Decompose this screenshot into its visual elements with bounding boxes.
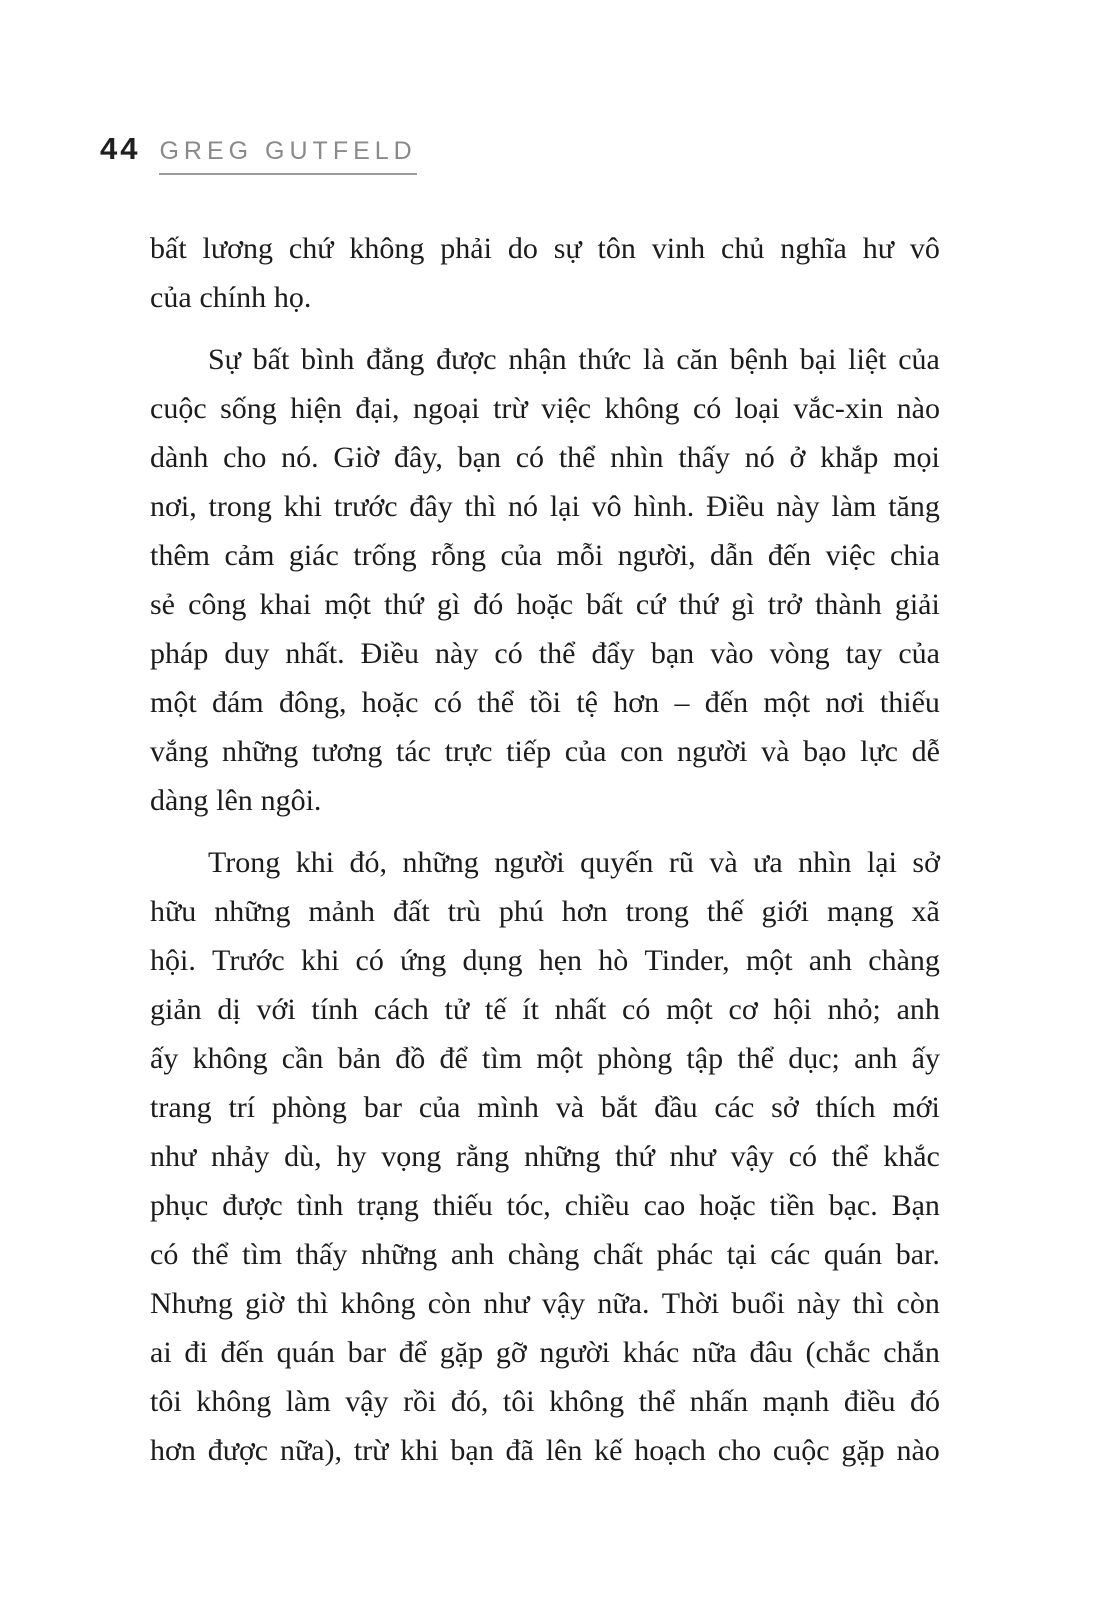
text-line: có thể tìm thấy những anh chàng chất phác tại các quán bar.	[150, 1238, 940, 1271]
text-line: phục được tình trạng thiếu tóc, chiều cao hoặc tiền bạc. Bạn	[150, 1189, 940, 1222]
text-line: hơn được nữa), trừ khi bạn đã lên kế hoạch cho cuộc gặp nào	[150, 1434, 940, 1467]
text-line: nơi, trong khi trước đây thì nó lại vô hình. Điều này làm tăng	[150, 490, 940, 523]
text-line: bất lương chứ không phải do sự tôn vinh chủ nghĩa hư vô	[150, 232, 940, 265]
text-line: sẻ công khai một thứ gì đó hoặc bất cứ thứ gì trở thành giải	[150, 588, 940, 621]
text-line: Trong khi đó, những người quyến rũ và ưa nhìn lại sở	[208, 846, 940, 879]
text-line: ai đi đến quán bar để gặp gỡ người khác nữa đâu (chắc chắn	[150, 1336, 940, 1369]
page-number: 44	[100, 131, 141, 166]
text-line: Nhưng giờ thì không còn như vậy nữa. Thời buổi này thì còn	[150, 1287, 940, 1320]
text-line: Sự bất bình đẳng được nhận thức là căn bệnh bại liệt của	[208, 343, 940, 376]
text-line: hữu những mảnh đất trù phú hơn trong thế giới mạng xã	[150, 895, 940, 928]
text-line: như nhảy dù, hy vọng rằng những thứ như vậy có thể khắc	[150, 1140, 940, 1173]
page-header	[100, 131, 940, 175]
text-line: dàng lên ngôi.	[150, 784, 322, 817]
text-line: cuộc sống hiện đại, ngoại trừ việc không có loại vắc-xin nào	[150, 392, 940, 425]
running-header-author: GREG GUTFELD	[159, 137, 416, 175]
text-line: một đám đông, hoặc có thể tồi tệ hơn – đến một nơi thiếu	[150, 686, 940, 719]
text-line: giản dị với tính cách tử tế ít nhất có một cơ hội nhỏ; anh	[150, 993, 940, 1026]
text-line: tôi không làm vậy rồi đó, tôi không thể nhấn mạnh điều đó	[150, 1385, 940, 1418]
paragraph	[150, 224, 940, 322]
text-line: trang trí phòng bar của mình và bắt đầu các sở thích mới	[150, 1091, 940, 1124]
text-line: của chính họ.	[150, 281, 312, 314]
paragraph	[150, 335, 940, 825]
text-line: pháp duy nhất. Điều này có thể đẩy bạn vào vòng tay của	[150, 637, 940, 670]
text-line: hội. Trước khi có ứng dụng hẹn hò Tinder, một anh chàng	[150, 944, 940, 977]
text-line: dành cho nó. Giờ đây, bạn có thể nhìn thấy nó ở khắp mọi	[150, 441, 940, 474]
text-line: vắng những tương tác trực tiếp của con người và bạo lực dễ	[150, 735, 940, 768]
body-text	[150, 224, 940, 1475]
paragraph	[150, 838, 940, 1475]
text-line: ấy không cần bản đồ để tìm một phòng tập thể dục; anh ấy	[150, 1042, 940, 1075]
text-line: thêm cảm giác trống rỗng của mỗi người, dẫn đến việc chia	[150, 539, 940, 572]
